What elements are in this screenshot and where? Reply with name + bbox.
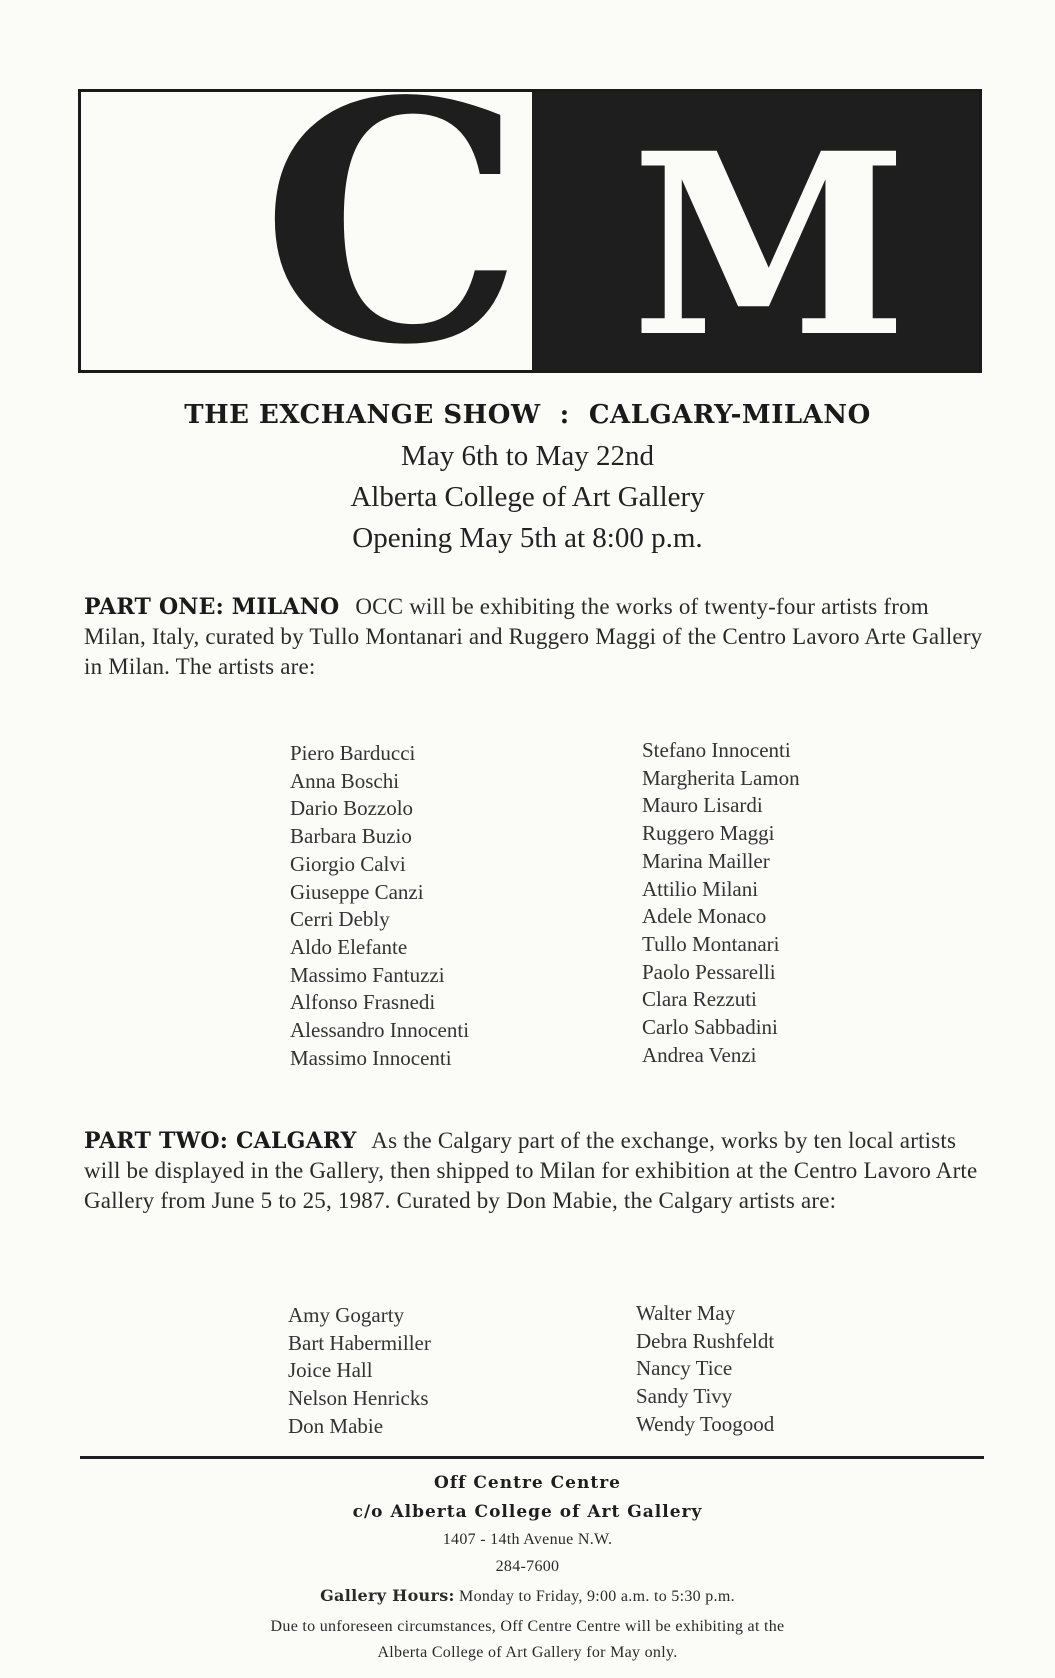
artist-name: Massimo Innocenti [290,1045,452,1070]
phone-number: 284-7600 [495,1558,560,1575]
artist-name: Mauro Lisardi [642,793,763,818]
artist-name: Attilio Milani [642,876,759,901]
artist-name: Walter May [636,1301,736,1325]
hours-label: Gallery Hours: [320,1586,455,1605]
artist-name: Anna Boschi [290,768,400,793]
artist-name: Clara Rezzuti [642,987,757,1012]
artist-name: Amy Gogarty [288,1303,405,1327]
care-of-line: c/o Alberta College of Art Gallery [352,1502,703,1522]
org-name: Off Centre Centre [434,1473,621,1493]
cm-logo [78,89,982,373]
milano-artists-right [642,737,800,1069]
artist-name: Alfonso Frasnedi [290,990,436,1015]
milano-artists-left [290,740,469,1072]
artist-name: Giorgio Calvi [290,851,406,876]
logo-letter-m: M [631,98,908,373]
part-one-text: OCC will be exhibiting the works of twenty-four artists from Milan, Italy, curated by Tullo Montanari and Ruggero Maggi of the Centro Lavoro Arte Gallery in Milan. The artists are: [84,594,983,679]
artist-name: Margherita Lamon [642,765,800,790]
closure-notice: Due to unforeseen circumstances, Off Centre Centre will be exhibiting at the Alberta College of Art Gallery for May only. [270,1618,785,1661]
artist-name: Marina Mailler [642,848,770,873]
show-headline: THE EXCHANGE SHOW : CALGARY-MILANO [184,400,871,430]
artist-name: Bart Habermiller [288,1330,431,1355]
address: 1407 - 14th Avenue N.W. [442,1531,613,1548]
artist-name: Piero Barducci [290,741,416,765]
artist-name: Nelson Henricks [288,1386,429,1411]
artist-name: Paolo Pessarelli [642,959,776,984]
show-venue: Alberta College of Art Gallery [350,481,705,513]
artist-name: Aldo Elefante [290,934,408,959]
artist-name: Cerri Debly [290,907,390,932]
artist-name: Wendy Toogood [636,1411,775,1436]
show-dates: May 6th to May 22nd [401,440,654,472]
artist-name: Alessandro Innocenti [290,1018,470,1043]
part-two-text: As the Calgary part of the exchange, works by ten local artists will be displayed in the Gallery, then shipped to Milan for exhibition at the Centro Lavoro Arte Gallery from June 5 to 25, 1987. Curated by Don Mabie, the Calgary artists are: [84,1128,978,1213]
calgary-artists-right [636,1300,774,1439]
artist-name: Sandy Tivy [636,1384,733,1409]
artist-name: Tullo Montanari [642,931,780,956]
artist-name: Giuseppe Canzi [290,879,424,904]
hours-text: Monday to Friday, 9:00 a.m. to 5:30 p.m. [459,1588,735,1605]
artist-name: Don Mabie [288,1413,384,1438]
artist-name: Joice Hall [288,1358,373,1383]
artist-name: Adele Monaco [642,904,767,929]
part-two-paragraph [84,1126,984,1216]
artist-name: Ruggero Maggi [642,821,775,846]
footer-divider [80,1456,984,1459]
artist-name: Andrea Venzi [642,1042,757,1067]
logo-letter-c: C [261,89,524,373]
calgary-artists-left [288,1302,431,1441]
opening-time: Opening May 5th at 8:00 p.m. [352,522,703,554]
artist-name: Dario Bozzolo [290,796,414,821]
artist-name: Barbara Buzio [290,824,412,849]
artist-name: Stefano Innocenti [642,738,791,762]
part-one-label: PART ONE: MILANO [84,594,340,620]
artist-name: Massimo Fantuzzi [290,962,445,987]
gallery-hours [0,1586,1055,1606]
artist-name: Carlo Sabbadini [642,1015,778,1040]
artist-name: Debra Rushfeldt [636,1328,775,1353]
artist-name: Nancy Tice [636,1356,733,1381]
part-one-paragraph [84,592,984,682]
part-two-label: PART TWO: CALGARY [84,1128,357,1154]
